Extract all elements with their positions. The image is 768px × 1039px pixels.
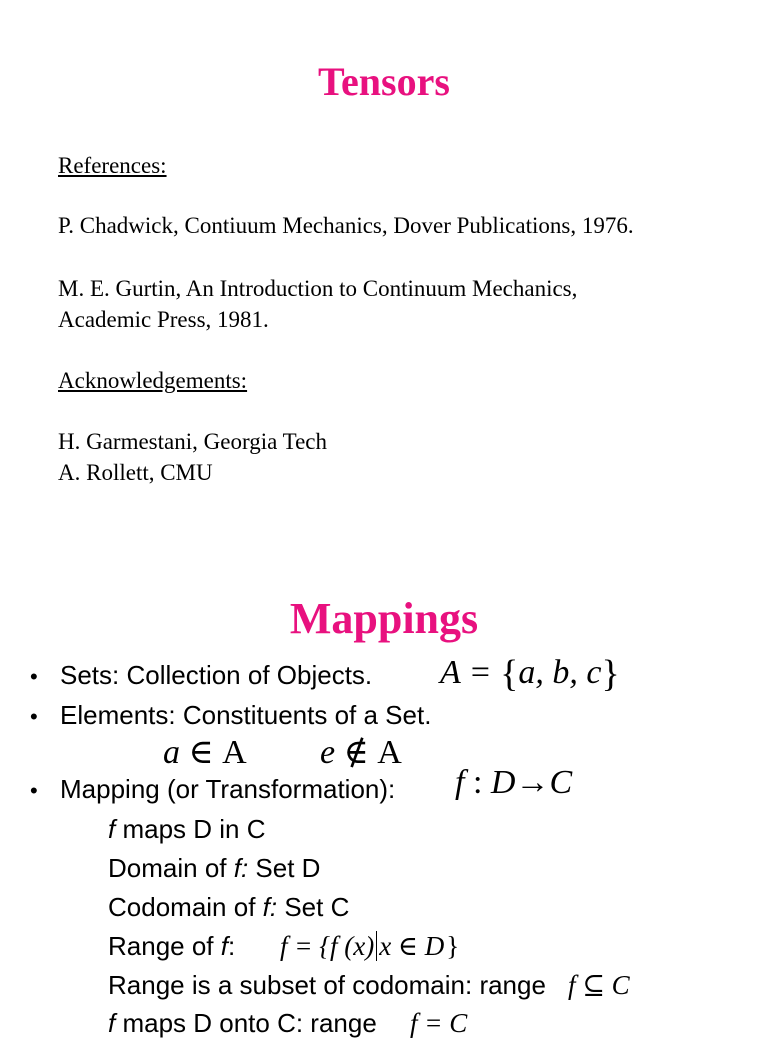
reference-gurtin-line2: Academic Press, 1981. — [58, 307, 269, 332]
element-in-set: A — [222, 734, 247, 771]
domain-line-prefix: Domain of — [108, 853, 234, 883]
range-line-prefix: Range of — [108, 931, 221, 961]
subset-line: Range is a subset of codomain: range — [108, 970, 546, 1000]
reference-chadwick: P. Chadwick, Contiuum Mechanics, Dover Publications, 1976. — [58, 213, 634, 238]
maps-line-f: f — [108, 814, 116, 844]
acknowledgement-garmestani: H. Garmestani, Georgia Tech — [58, 429, 327, 454]
sets-formula — [440, 652, 620, 696]
bullet-sets: • — [30, 664, 38, 689]
page-title-tensors: Tensors — [318, 59, 450, 104]
mapping-formula-domain: D — [490, 764, 516, 801]
element-notin-set: A — [377, 734, 402, 771]
onto-line-rest: maps D onto C: range — [115, 1008, 377, 1038]
sets-formula-close-brace: } — [601, 653, 620, 695]
bullet-mapping: • — [30, 778, 38, 803]
acknowledgements-heading: Acknowledgements: — [58, 368, 248, 393]
elements-text: Elements: Constituents of a Set. — [60, 700, 432, 730]
element-notin-var: e — [320, 734, 336, 771]
codomain-line-rest: Set C — [277, 892, 350, 922]
element-in-var: a — [163, 734, 180, 771]
maps-line — [108, 814, 266, 845]
range-formula-fx: f (x) — [330, 931, 375, 961]
range-line-colon: : — [227, 931, 236, 961]
domain-line-rest: Set D — [248, 853, 321, 883]
maps-line-rest: maps D in C — [115, 814, 266, 844]
onto-line-f: f — [108, 1008, 116, 1038]
sets-formula-open-brace: { — [500, 653, 519, 695]
mapping-formula-arrow: → — [515, 764, 550, 801]
sets-formula-body: a, b, c — [518, 654, 602, 691]
mapping-formula — [455, 764, 572, 802]
range-formula — [280, 931, 459, 962]
element-notin-op: ∉ — [343, 734, 369, 771]
domain-line — [108, 853, 320, 884]
codomain-line — [108, 892, 349, 923]
range-formula-cond: x ∈ D — [376, 931, 444, 961]
bullet-elements: • — [30, 704, 38, 729]
mapping-formula-colon: : — [472, 764, 483, 801]
sets-formula-lhs: A = — [440, 654, 492, 691]
codomain-line-f: f: — [262, 892, 278, 922]
page-title-mappings: Mappings — [289, 594, 479, 643]
range-line — [108, 931, 235, 962]
element-in-formula — [163, 732, 247, 772]
mapping-text: Mapping (or Transformation): — [60, 774, 396, 804]
sets-text: Sets: Collection of Objects. — [60, 660, 373, 690]
domain-line-f: f: — [233, 853, 249, 883]
mapping-formula-f: f — [455, 764, 465, 801]
range-line-f: f — [220, 931, 228, 961]
onto-formula: f = C — [410, 1008, 468, 1038]
reference-gurtin-line1: M. E. Gurtin, An Introduction to Continuum Mechanics, — [58, 276, 578, 301]
codomain-line-prefix: Codomain of — [108, 892, 263, 922]
mapping-formula-codomain: C — [549, 764, 573, 801]
element-in-op: ∈ — [188, 734, 214, 771]
subset-formula: f ⊆ C — [568, 970, 630, 1000]
range-formula-lhs: f = { — [280, 931, 331, 961]
element-notin-formula — [320, 732, 402, 772]
acknowledgement-rollett: A. Rollett, CMU — [58, 460, 213, 485]
range-formula-close: } — [446, 931, 460, 961]
references-heading: References: — [58, 153, 167, 178]
